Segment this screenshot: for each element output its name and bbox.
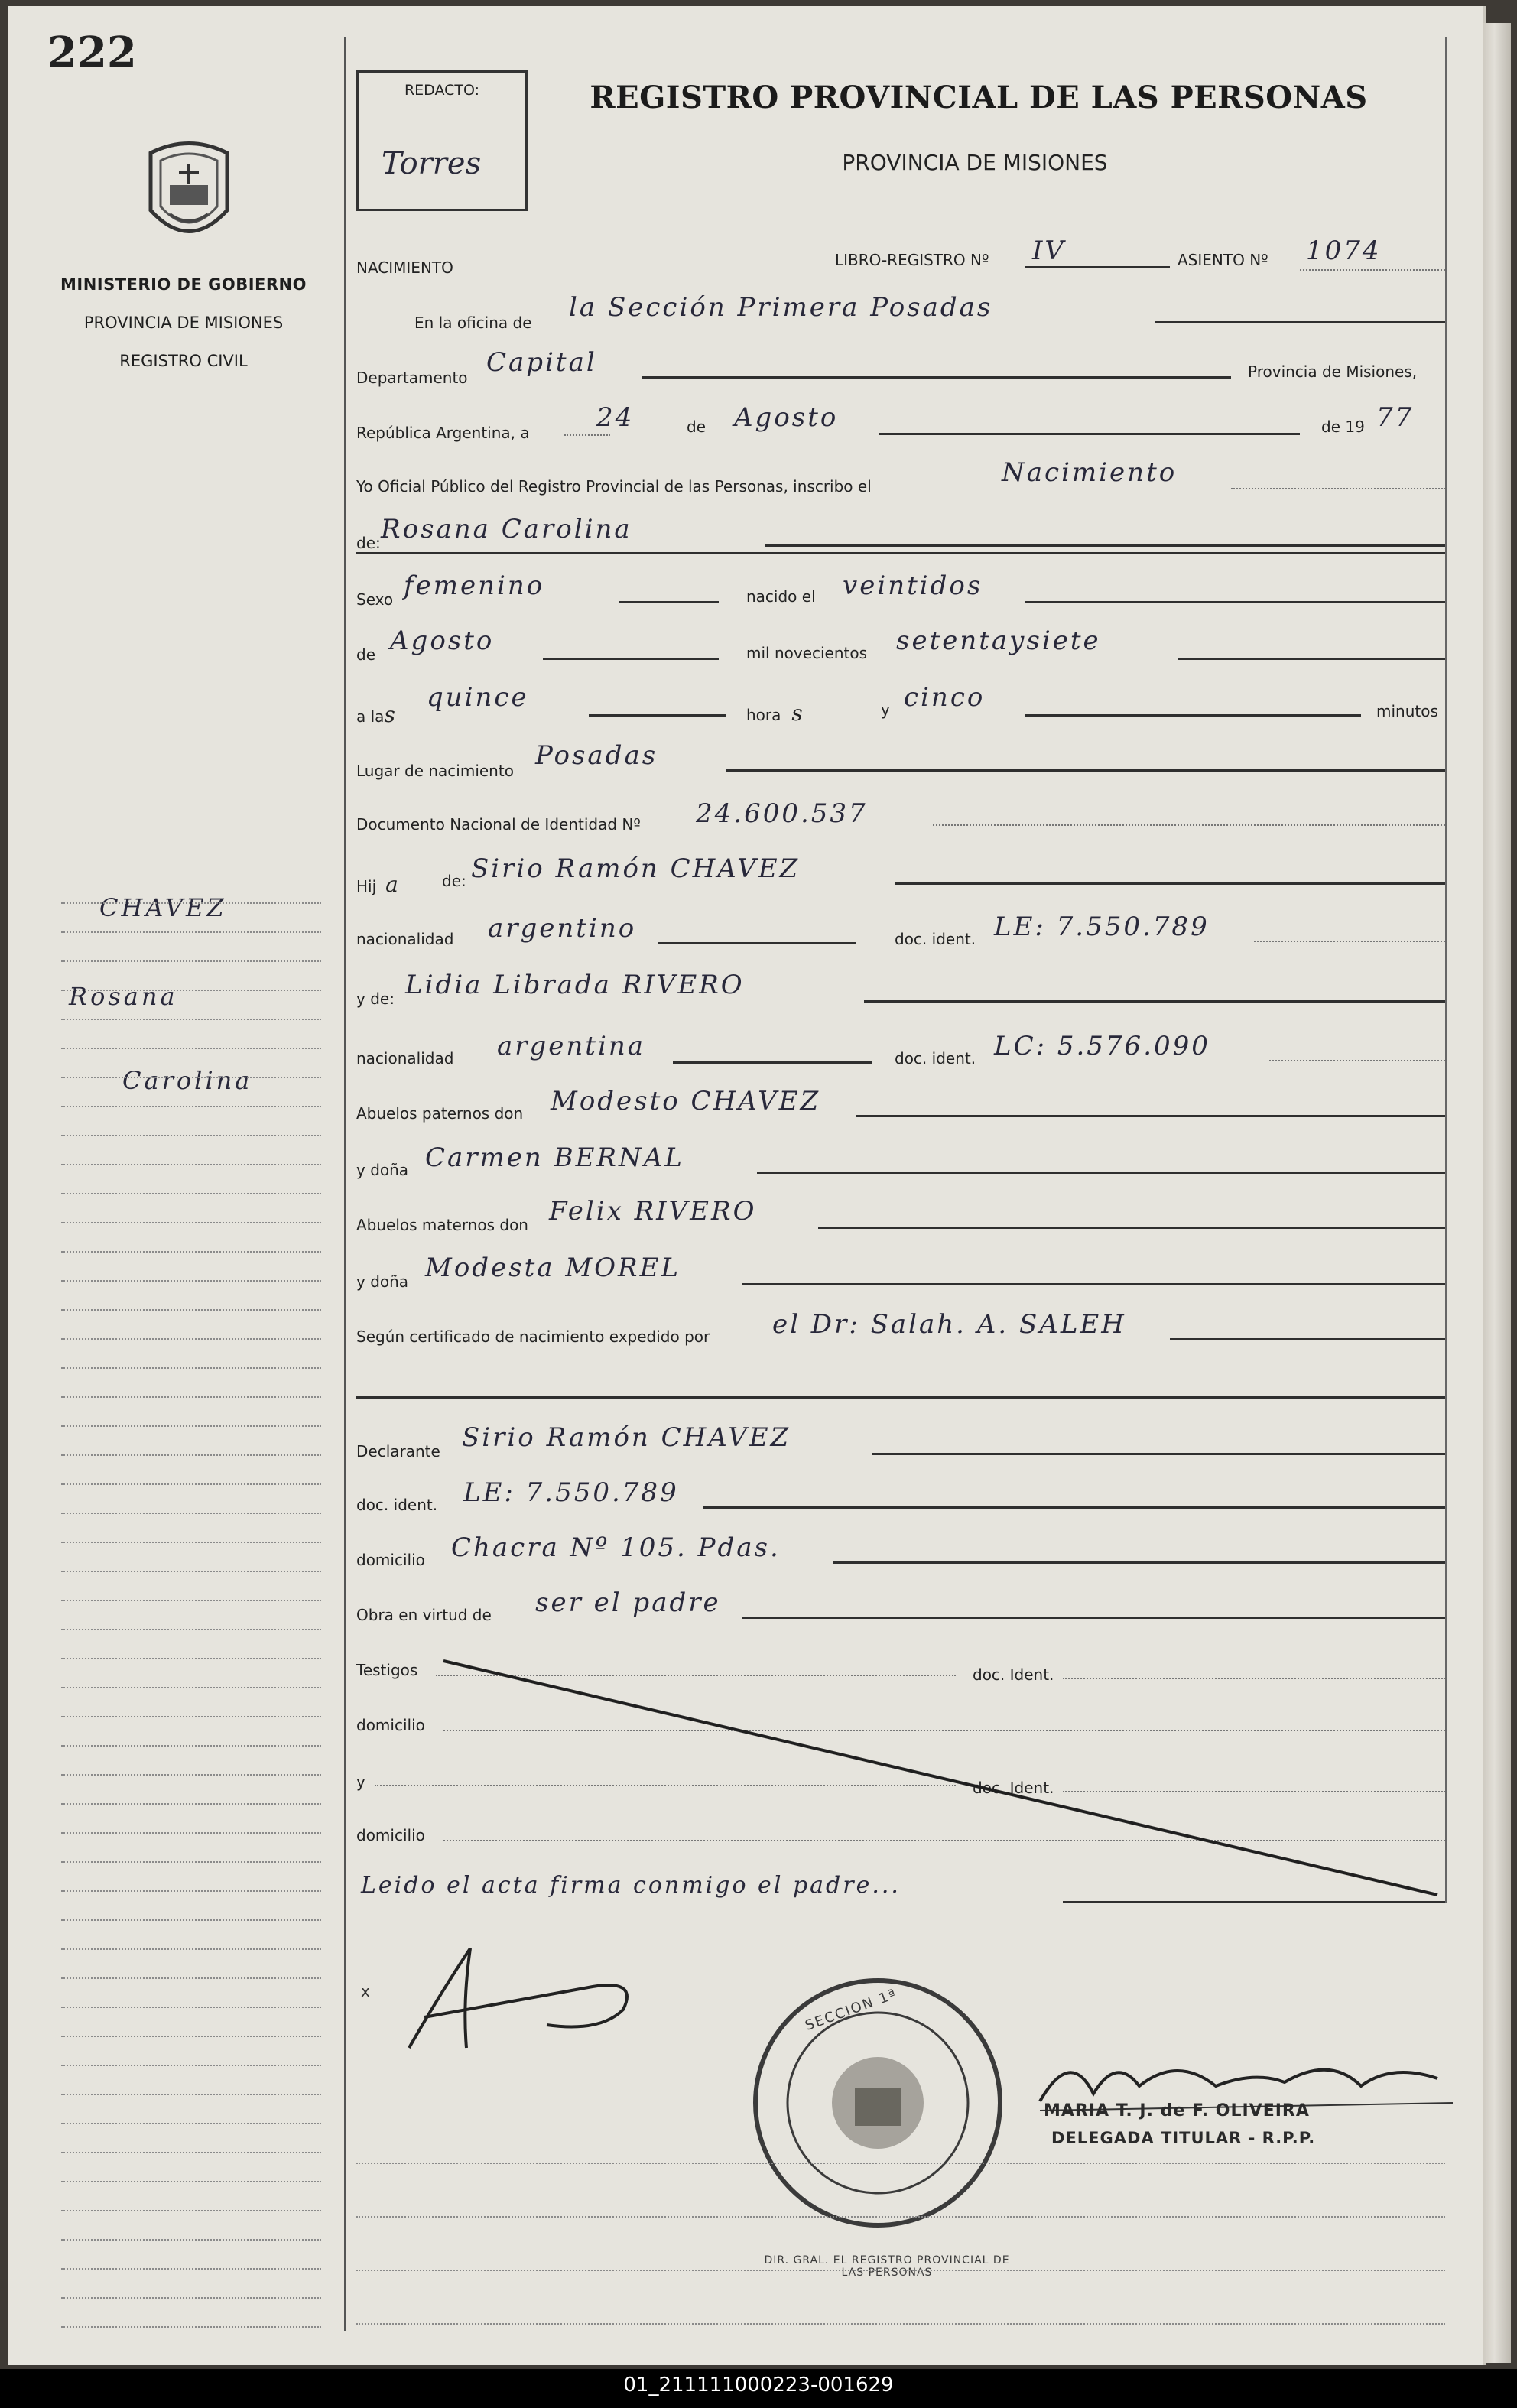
hora-line bbox=[589, 714, 726, 717]
left-ruled-line bbox=[61, 2268, 321, 2270]
doc-madre-label: doc. ident. bbox=[895, 1049, 976, 1068]
left-ruled-line bbox=[61, 2094, 321, 2095]
left-ruled-line bbox=[61, 990, 321, 991]
hij-label bbox=[356, 872, 398, 897]
hora-label bbox=[746, 700, 803, 726]
hora-suffix: s bbox=[791, 700, 803, 726]
de-anio-label: de 19 bbox=[1321, 418, 1365, 436]
nacido-line bbox=[1025, 601, 1445, 603]
asiento-line bbox=[1300, 269, 1445, 271]
left-ruled-line bbox=[61, 1019, 321, 1020]
asiento-label: ASIENTO Nº bbox=[1178, 251, 1268, 269]
nac-madre-line bbox=[673, 1061, 872, 1064]
left-ruled-line bbox=[61, 1832, 321, 1834]
margin-apellido: CHAVEZ bbox=[99, 893, 227, 922]
lugar-value: Posadas bbox=[535, 740, 658, 771]
doc-madre-line bbox=[1269, 1060, 1445, 1061]
sexo-line bbox=[619, 601, 719, 603]
alas-text: a la bbox=[356, 707, 385, 726]
coat-of-arms-icon bbox=[139, 138, 239, 252]
ministry-name: MINISTERIO DE GOBIERNO bbox=[60, 275, 307, 294]
left-ruled-line bbox=[61, 1948, 321, 1950]
signature-name: MARIA T. J. de F. OLIVEIRA bbox=[1044, 2101, 1310, 2120]
nombre-line-2 bbox=[356, 552, 1445, 554]
abuelo-mat-value: Felix RIVERO bbox=[549, 1196, 757, 1227]
abuelo-mat-line bbox=[818, 1227, 1445, 1229]
footer-id: 01_211111000223-001629 bbox=[623, 2374, 894, 2397]
left-ruled-line bbox=[61, 1193, 321, 1194]
anio-nac-line bbox=[1178, 658, 1445, 660]
left-ruled-line bbox=[61, 1396, 321, 1398]
mes-line bbox=[879, 433, 1300, 435]
doc-padre-value: LE: 7.550.789 bbox=[994, 912, 1210, 942]
nacido-label: nacido el bbox=[746, 587, 816, 606]
left-ruled-line bbox=[61, 931, 321, 933]
yde-label: y de: bbox=[356, 990, 395, 1008]
de-label-4: de: bbox=[442, 872, 466, 890]
left-ruled-line bbox=[61, 1222, 321, 1223]
libro-line bbox=[1025, 266, 1170, 268]
redacto-label: REDACTO: bbox=[404, 82, 480, 99]
nac-padre-line bbox=[658, 942, 856, 944]
dia-value: 24 bbox=[596, 402, 635, 433]
left-ruled-line bbox=[61, 1251, 321, 1253]
doc-madre-value: LC: 5.576.090 bbox=[994, 1031, 1210, 1061]
testigos-label: Testigos bbox=[356, 1661, 418, 1679]
left-ruled-line bbox=[61, 1977, 321, 1979]
left-ruled-line bbox=[61, 1716, 321, 1717]
departamento-label: Departamento bbox=[356, 369, 468, 387]
column-divider bbox=[344, 37, 346, 2331]
official-stamp bbox=[748, 1973, 1008, 2233]
strike-through-line bbox=[436, 1650, 1445, 1903]
hora-value: quince bbox=[427, 682, 529, 713]
left-ruled-line bbox=[61, 1367, 321, 1369]
oficial-label: Yo Oficial Público del Registro Provincial de las Personas, inscribo el bbox=[356, 477, 872, 496]
de-label-3: de bbox=[356, 645, 375, 664]
left-ruled-line bbox=[61, 1106, 321, 1107]
sexo-value: femenino bbox=[404, 570, 545, 601]
alas-label bbox=[356, 702, 395, 727]
y2-doc-label: doc. Ident. bbox=[973, 1779, 1054, 1797]
madre-value: Lidia Librada RIVERO bbox=[405, 970, 745, 1000]
min-value: cinco bbox=[904, 682, 986, 713]
mes-nac-line bbox=[543, 658, 719, 660]
left-ruled-line bbox=[61, 1629, 321, 1630]
dom3-label: domicilio bbox=[356, 1826, 425, 1844]
padre-line bbox=[895, 882, 1445, 885]
nacionalidad-madre-label: nacionalidad bbox=[356, 1049, 454, 1068]
dia-pre-line bbox=[564, 434, 610, 436]
hij-text: Hij bbox=[356, 877, 377, 895]
certificado-value: el Dr: Salah. A. SALEH bbox=[772, 1309, 1126, 1340]
left-ruled-line bbox=[61, 1309, 321, 1311]
departamento-value: Capital bbox=[486, 347, 597, 378]
mil-label: mil novecientos bbox=[746, 644, 868, 662]
redacto-box bbox=[356, 70, 528, 211]
declarante-value: Sirio Ramón CHAVEZ bbox=[462, 1422, 791, 1453]
provincia-label: Provincia de Misiones, bbox=[1248, 362, 1418, 381]
testigos-doc-label: doc. Ident. bbox=[973, 1665, 1054, 1684]
left-ruled-line bbox=[61, 2123, 321, 2124]
right-margin-line bbox=[1445, 37, 1447, 1903]
certificado-line bbox=[1170, 1338, 1445, 1340]
left-ruled-line bbox=[61, 1164, 321, 1165]
ruled-line bbox=[356, 2270, 1445, 2271]
abuela-mat-line bbox=[742, 1283, 1445, 1285]
ruled-line bbox=[356, 2216, 1445, 2218]
nombre-value: Rosana Carolina bbox=[381, 514, 632, 544]
cross-mark: x bbox=[361, 1982, 370, 2000]
inscribo-value: Nacimiento bbox=[1002, 457, 1178, 488]
left-ruled-line bbox=[61, 1542, 321, 1543]
document-subtitle: PROVINCIA DE MISIONES bbox=[842, 150, 1108, 175]
abuelo-pat-value: Modesto CHAVEZ bbox=[551, 1086, 821, 1116]
dni-label: Documento Nacional de Identidad Nº bbox=[356, 815, 641, 834]
departamento-line bbox=[642, 376, 1231, 379]
left-ruled-line bbox=[61, 2152, 321, 2153]
left-ruled-line bbox=[61, 960, 321, 962]
inscribo-line bbox=[1231, 488, 1445, 489]
stamp-outer-text: DIR. GRAL. EL REGISTRO PROVINCIAL DE LAS PERSONAS bbox=[764, 2254, 1010, 2279]
libro-value: IV bbox=[1032, 236, 1066, 266]
certificado-label: Según certificado de nacimiento expedido por bbox=[356, 1327, 710, 1346]
abuelo-pat-line bbox=[856, 1115, 1445, 1117]
left-ruled-line bbox=[61, 2181, 321, 2182]
domicilio-value: Chacra Nº 105. Pdas. bbox=[451, 1532, 781, 1563]
abuelos-mat-label: Abuelos maternos don bbox=[356, 1216, 528, 1234]
document-title: REGISTRO PROVINCIAL DE LAS PERSONAS bbox=[590, 80, 1368, 115]
domicilio-line bbox=[833, 1561, 1445, 1564]
left-ruled-line bbox=[61, 1135, 321, 1136]
de-label-2: de: bbox=[356, 534, 381, 552]
dni-line bbox=[933, 824, 1445, 826]
left-ruled-line bbox=[61, 1803, 321, 1805]
left-ruled-line bbox=[61, 2065, 321, 2066]
left-ruled-line bbox=[61, 2326, 321, 2328]
page-number: 222 bbox=[47, 28, 137, 78]
ydona-mat-label: y doña bbox=[356, 1272, 409, 1291]
anio-nac-value: setentaysiete bbox=[896, 626, 1101, 656]
left-ruled-line bbox=[61, 1861, 321, 1863]
abuela-pat-line bbox=[757, 1172, 1445, 1174]
leido-value: Leido el acta firma conmigo el padre... bbox=[361, 1872, 901, 1899]
left-ruled-line bbox=[61, 1454, 321, 1456]
dni-value: 24.600.537 bbox=[696, 798, 868, 829]
ministry-registry: REGISTRO CIVIL bbox=[119, 352, 248, 370]
nacionalidad-padre-label: nacionalidad bbox=[356, 930, 454, 948]
left-ruled-line bbox=[61, 1077, 321, 1078]
obra-value: ser el padre bbox=[535, 1587, 721, 1618]
left-ruled-line bbox=[61, 1600, 321, 1601]
left-ruled-line bbox=[61, 2239, 321, 2241]
document-page bbox=[8, 6, 1486, 2365]
ministry-province: PROVINCIA DE MISIONES bbox=[83, 314, 284, 332]
mes-nac-value: Agosto bbox=[390, 626, 495, 656]
certificado-line-2 bbox=[356, 1396, 1445, 1399]
left-ruled-line bbox=[61, 1571, 321, 1572]
declarante-label: Declarante bbox=[356, 1442, 440, 1461]
left-ruled-line bbox=[61, 1890, 321, 1892]
lugar-label: Lugar de nacimiento bbox=[356, 762, 514, 780]
redacto-value: Torres bbox=[382, 146, 482, 181]
asiento-value: 1074 bbox=[1306, 236, 1382, 266]
left-ruled-line bbox=[61, 1658, 321, 1659]
declarant-signature bbox=[394, 1941, 646, 2063]
doc-decl-label: doc. ident. bbox=[356, 1496, 438, 1514]
margin-nombre2: Carolina bbox=[122, 1066, 253, 1095]
left-ruled-line bbox=[61, 1745, 321, 1747]
signature-role: DELEGADA TITULAR - R.P.P. bbox=[1051, 2129, 1316, 2147]
y-label: y bbox=[881, 700, 890, 719]
testigos-dom-label: domicilio bbox=[356, 1716, 425, 1734]
left-ruled-line bbox=[61, 2297, 321, 2299]
abuela-mat-value: Modesta MOREL bbox=[425, 1253, 681, 1283]
left-ruled-line bbox=[61, 1338, 321, 1340]
ydona-pat-label: y doña bbox=[356, 1161, 409, 1179]
doc-decl-value: LE: 7.550.789 bbox=[463, 1477, 679, 1508]
de-label: de bbox=[687, 418, 706, 436]
min-line bbox=[1025, 714, 1361, 717]
left-ruled-line bbox=[61, 1280, 321, 1282]
anio-value: 77 bbox=[1376, 402, 1415, 433]
abuelos-pat-label: Abuelos paternos don bbox=[356, 1104, 524, 1123]
nac-padre-value: argentino bbox=[488, 913, 637, 944]
left-ruled-line bbox=[61, 1513, 321, 1514]
nac-madre-value: argentina bbox=[497, 1031, 646, 1061]
left-ruled-line bbox=[61, 902, 321, 904]
page-edge bbox=[1483, 23, 1511, 2363]
stamp-inner-text: SECCION 1ª bbox=[803, 1985, 900, 2035]
nombre-line bbox=[765, 544, 1445, 547]
left-ruled-line bbox=[61, 2210, 321, 2211]
declarante-line bbox=[872, 1453, 1445, 1455]
left-ruled-line bbox=[61, 2007, 321, 2008]
doc-padre-label: doc. ident. bbox=[895, 930, 976, 948]
oficina-line bbox=[1155, 321, 1445, 323]
obra-line bbox=[742, 1617, 1445, 1619]
domicilio-label: domicilio bbox=[356, 1551, 425, 1569]
nacido-value: veintidos bbox=[843, 570, 983, 601]
republica-label: República Argentina, a bbox=[356, 424, 530, 442]
doc-padre-line bbox=[1254, 941, 1445, 942]
ruled-line bbox=[356, 2323, 1445, 2325]
oficina-value: la Sección Primera Posadas bbox=[569, 292, 993, 323]
hora-text: hora bbox=[746, 706, 781, 724]
doc-decl-line bbox=[703, 1506, 1445, 1509]
hij-suffix: a bbox=[385, 872, 398, 897]
left-ruled-line bbox=[61, 1048, 321, 1049]
madre-line bbox=[864, 1000, 1445, 1003]
margin-nombre1: Rosana bbox=[69, 982, 178, 1011]
left-ruled-line bbox=[61, 1687, 321, 1688]
libro-label: LIBRO-REGISTRO Nº bbox=[835, 251, 989, 269]
minutos-label: minutos bbox=[1376, 702, 1438, 720]
leido-line bbox=[1063, 1901, 1445, 1903]
acta-type-label: NACIMIENTO bbox=[356, 258, 453, 277]
left-ruled-line bbox=[61, 1919, 321, 1921]
left-ruled-line bbox=[61, 1483, 321, 1485]
sexo-label: Sexo bbox=[356, 590, 394, 609]
left-ruled-line bbox=[61, 2036, 321, 2037]
alas-suffix: s bbox=[384, 702, 395, 727]
y2-label: y bbox=[356, 1773, 365, 1791]
ruled-line bbox=[356, 2163, 1445, 2164]
obra-label: Obra en virtud de bbox=[356, 1606, 492, 1624]
lugar-line bbox=[726, 769, 1445, 772]
left-ruled-line bbox=[61, 1774, 321, 1776]
padre-value: Sirio Ramón CHAVEZ bbox=[471, 853, 801, 884]
left-ruled-line bbox=[61, 1425, 321, 1427]
abuela-pat-value: Carmen BERNAL bbox=[425, 1142, 684, 1173]
oficina-label: En la oficina de bbox=[414, 314, 532, 332]
mes-value: Agosto bbox=[734, 402, 839, 433]
